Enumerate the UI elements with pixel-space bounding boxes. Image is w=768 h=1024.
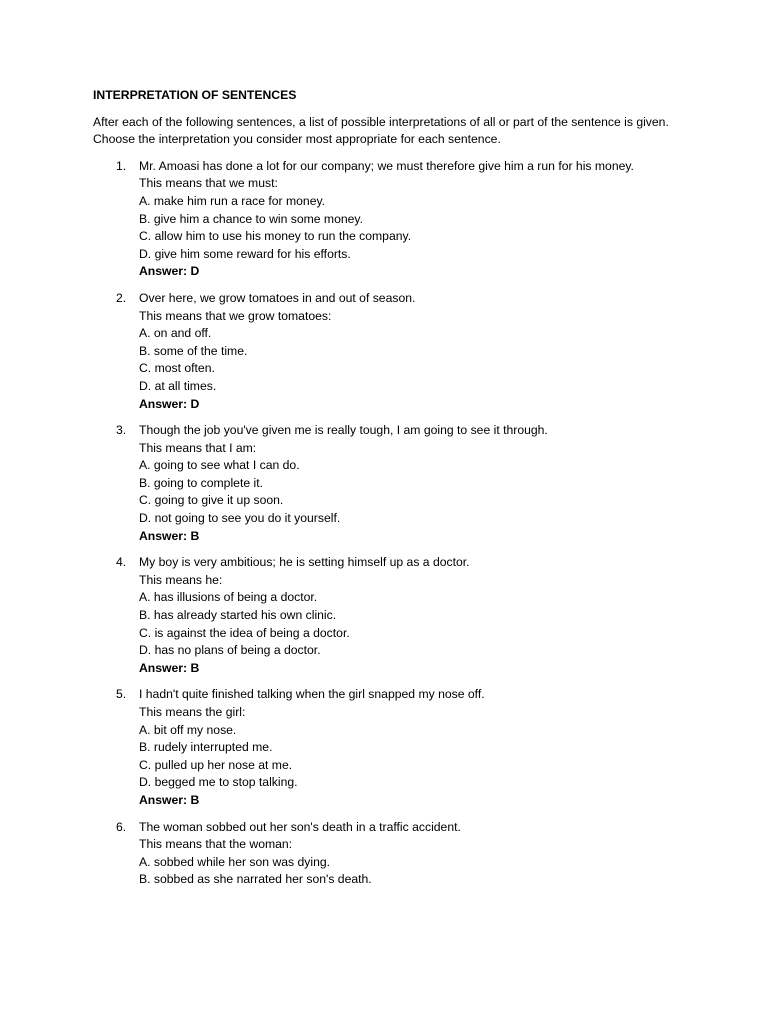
question-item — [93, 158, 673, 281]
option-a: A. going to see what I can do. — [139, 458, 300, 473]
question-stem: This means that we must: — [139, 176, 278, 191]
option-d: D. has no plans of being a doctor. — [139, 643, 321, 658]
option-a: A. bit off my nose. — [139, 722, 237, 737]
question-number: 6. — [116, 819, 127, 834]
option-d: D. begged me to stop talking. — [139, 775, 298, 790]
question-list — [93, 158, 673, 889]
option-a: A. sobbed while her son was dying. — [139, 854, 331, 869]
answer-key: Answer: B — [139, 792, 200, 807]
document-page — [93, 87, 673, 898]
option-b: B. rudely interrupted me. — [139, 740, 273, 755]
question-item — [93, 422, 673, 545]
instruction-line: Choose the interpretation you consider most appropriate for each sentence. — [93, 132, 501, 147]
question-stem: This means he: — [139, 572, 223, 587]
question-item — [93, 554, 673, 677]
answer-key: Answer: D — [139, 396, 200, 411]
question-number: 5. — [116, 687, 127, 702]
option-c: C. allow him to use his money to run the company. — [139, 229, 412, 244]
option-a: A. make him run a race for money. — [139, 193, 326, 208]
question-stem: This means the girl: — [139, 705, 246, 719]
question-item — [93, 686, 673, 809]
question-number: 2. — [116, 290, 127, 305]
answer-key: Answer: B — [139, 660, 200, 675]
answer-key: Answer: D — [139, 264, 200, 279]
question-number: 4. — [116, 555, 127, 570]
option-b: B. has already started his own clinic. — [139, 608, 337, 623]
option-a: A. on and off. — [139, 326, 212, 341]
option-c: C. is against the idea of being a doctor. — [139, 625, 350, 640]
question-number: 1. — [116, 158, 127, 173]
option-d: D. not going to see you do it yourself. — [139, 511, 341, 526]
question-sentence: My boy is very ambitious; he is setting himself up as a doctor. — [139, 555, 470, 570]
option-b: B. some of the time. — [139, 343, 248, 358]
question-stem: This means that I am: — [139, 440, 257, 455]
question-sentence: Mr. Amoasi has done a lot for our company; we must therefore give him a run for his money. — [139, 158, 634, 173]
option-c: C. pulled up her nose at me. — [139, 757, 293, 772]
instructions — [93, 114, 673, 149]
instruction-line: After each of the following sentences, a list of possible interpretations of all or part of the sentence is given. — [93, 114, 669, 129]
question-item — [93, 819, 673, 889]
option-c: C. most often. — [139, 361, 215, 376]
question-sentence: I hadn't quite finished talking when the girl snapped my nose off. — [139, 687, 485, 702]
question-sentence: The woman sobbed out her son's death in a traffic accident. — [139, 819, 461, 834]
option-d: D. give him some reward for his efforts. — [139, 246, 351, 261]
option-b: B. give him a chance to win some money. — [139, 211, 363, 226]
question-stem: This means that the woman: — [139, 837, 293, 852]
question-number: 3. — [116, 423, 127, 438]
answer-key: Answer: B — [139, 528, 200, 543]
question-stem: This means that we grow tomatoes: — [139, 308, 332, 323]
option-b: B. going to complete it. — [139, 475, 263, 490]
question-sentence: Though the job you've given me is really tough, I am going to see it through. — [139, 423, 548, 438]
option-c: C. going to give it up soon. — [139, 493, 284, 508]
option-a: A. has illusions of being a doctor. — [139, 590, 318, 605]
question-sentence: Over here, we grow tomatoes in and out of season. — [139, 290, 416, 305]
option-b: B. sobbed as she narrated her son's death. — [139, 872, 372, 887]
document-title: INTERPRETATION OF SENTENCES — [93, 88, 297, 102]
question-item — [93, 290, 673, 413]
option-d: D. at all times. — [139, 378, 217, 393]
